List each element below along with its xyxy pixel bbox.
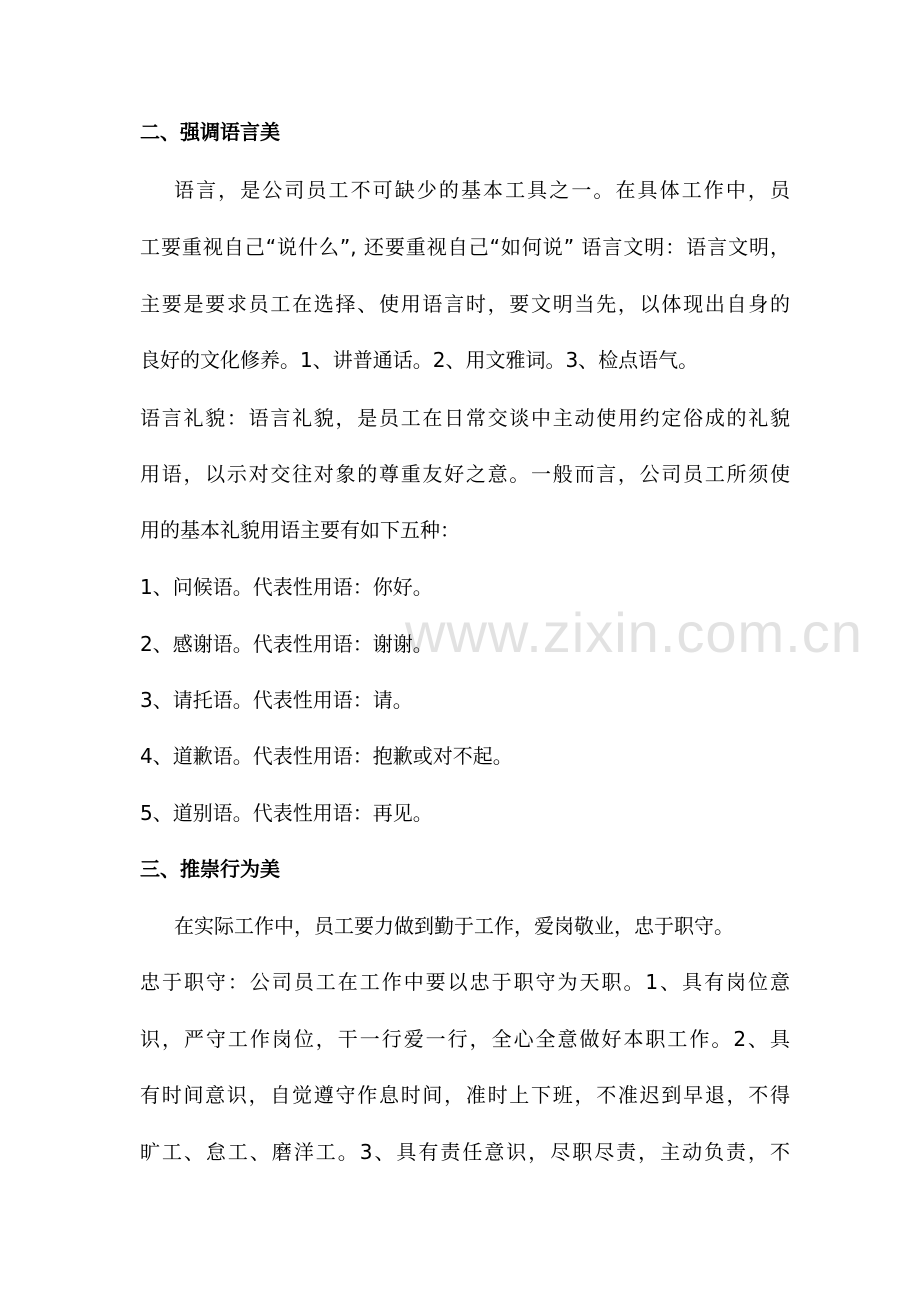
- section-heading-behavior: 三、推崇行为美: [140, 857, 280, 881]
- paragraph-line: 语言礼貌：语言礼貌，是员工在日常交谈中主动使用约定俗成的礼貌: [140, 406, 790, 430]
- paragraph-line: 良好的文化修养。1、讲普通话。2、用文雅词。3、检点语气。: [140, 348, 699, 372]
- paragraph-line: 工要重视自己“说什么”, 还要重视自己“如何说” 语言文明：语言文明，: [140, 235, 790, 259]
- paragraph-line: 用语，以示对交往对象的尊重友好之意。一般而言，公司员工所须使: [140, 462, 790, 486]
- list-item: 3、请托语。代表性用语：请。: [140, 688, 413, 712]
- paragraph-line: 有时间意识，自觉遵守作息时间，准时上下班，不准迟到早退，不得: [140, 1083, 790, 1107]
- paragraph-line: 忠于职守：公司员工在工作中要以忠于职守为天职。1、具有岗位意: [140, 970, 790, 994]
- list-item: 4、道歉语。代表性用语：抱歉或对不起。: [140, 744, 513, 768]
- section-heading-language: 二、强调语言美: [140, 120, 280, 144]
- paragraph-line: 用的基本礼貌用语主要有如下五种：: [140, 518, 460, 542]
- paragraph-line: 在实际工作中，员工要力做到勤于工作，爱岗敬业，忠于职守。: [174, 914, 734, 938]
- paragraph-line: 识，严守工作岗位，干一行爱一行，全心全意做好本职工作。2、具: [140, 1027, 790, 1051]
- paragraph-line: 旷工、怠工、磨洋工。3、具有责任意识，尽职尽责，主动负责，不: [140, 1140, 790, 1164]
- list-item: 2、感谢语。代表性用语：谢谢。: [140, 632, 433, 656]
- paragraph-line: 主要是要求员工在选择、使用语言时，要文明当先，以体现出自身的: [140, 292, 790, 316]
- list-item: 1、问候语。代表性用语：你好。: [140, 575, 433, 599]
- watermark: www.zixin.com.cn: [405, 601, 863, 664]
- paragraph-line: 语言，是公司员工不可缺少的基本工具之一。在具体工作中，员: [174, 178, 790, 202]
- list-item: 5、道别语。代表性用语：再见。: [140, 801, 433, 825]
